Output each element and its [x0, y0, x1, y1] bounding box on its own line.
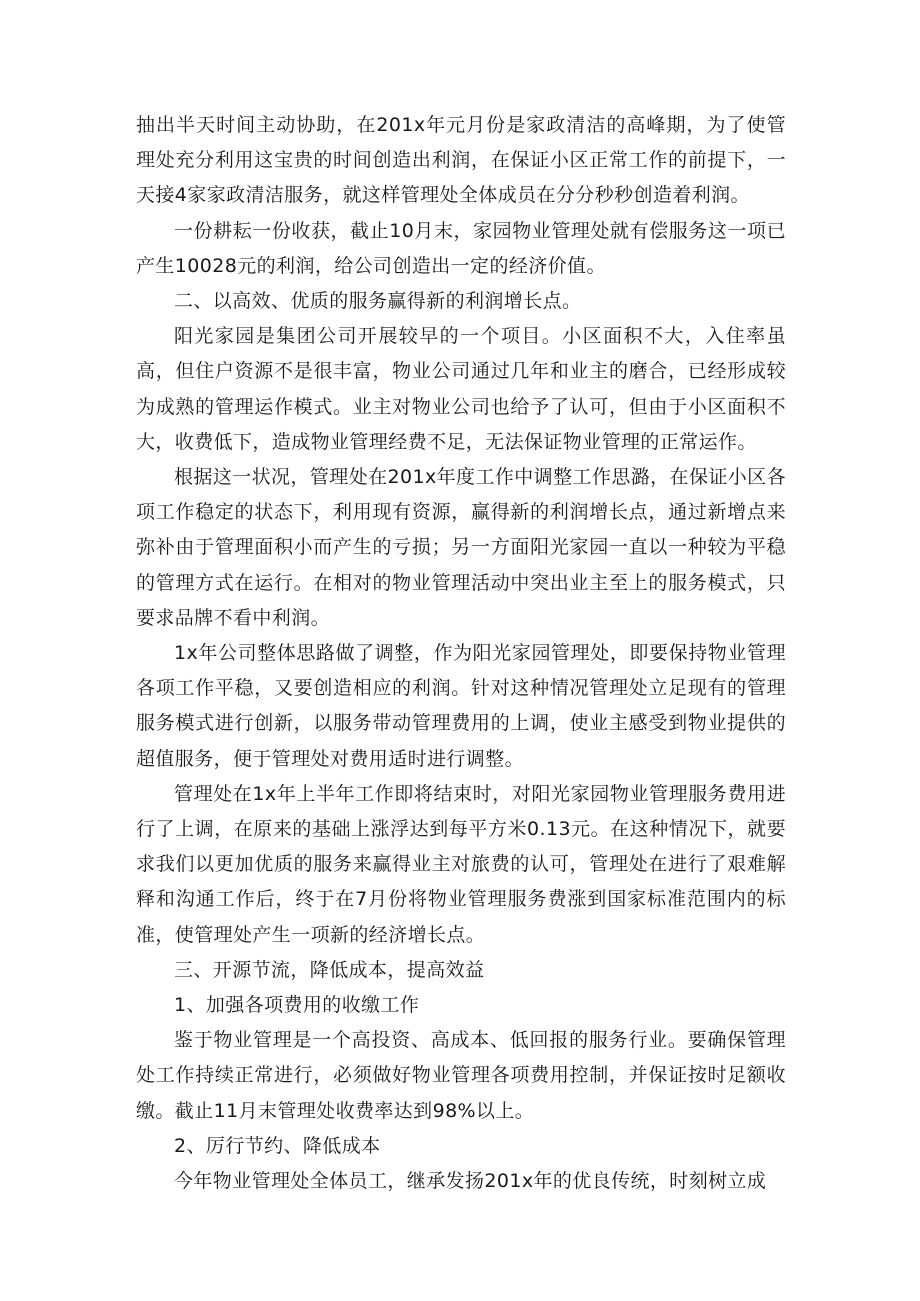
paragraph: 管理处在1x年上半年工作即将结束时，对阳光家园物业管理服务费用进行了上调，在原来的基础上涨浮达到每平方米0.13元。在这种情况下，就要求我们以更加优质的服务来赢得业主对旅费的认可，管理处在进行了艰难解释和沟通工作后，终于在7月份将物业管理服务费涨到国家标准范围内的标准，使管理处产生一项新的经济增长点。	[136, 782, 786, 946]
section-heading: 三、开源节流，降低成本，提高效益	[174, 958, 485, 981]
paragraph: 一份耕耘一份收获，截止10月末，家园物业管理处就有偿服务这一项已产生10028元的利润，给公司创造出一定的经济价值。	[136, 219, 786, 277]
subsection-heading: 1、加强各项费用的收缴工作	[174, 994, 420, 1017]
paragraph: 阳光家园是集团公司开展较早的一个项目。小区面积不大，入住率虽高，但住户资源不是很丰富，物业公司通过几年和业主的磨合，已经形成较为成熟的管理运作模式。业主对物业公司也给予了认可，但由于小区面积不大，收费低下，造成物业管理经费不足，无法保证物业管理的正常运作。	[136, 325, 786, 453]
paragraph: 根据这一状况，管理处在201x年度工作中调整工作思潞，在保证小区各项工作稳定的状态下，利用现有资源，赢得新的利润增长点，通过新增点来弥补由于管理面积小而产生的亏损；另一方面阳光家园一直以一种较为平稳的管理方式在运行。在相对的物业管理活动中突出业主至上的服务模式，只要求品牌不看中利润。	[136, 466, 786, 629]
subsection-heading: 2、厉行节约、降低成本	[174, 1134, 381, 1157]
section-heading: 二、以高效、优质的服务赢得新的利润增长点。	[174, 290, 582, 313]
paragraph: 1x年公司整体思路做了调整，作为阳光家园管理处，即要保持物业管理各项工作平稳，又要创造相应的利润。针对这种情况管理处立足现有的管理服务模式进行创新，以服务带动管理费用的上调，使业主感受到物业提供的超值服务，便于管理处对费用适时进行调整。	[136, 642, 786, 770]
paragraph: 鉴于物业管理是一个高投资、高成本、低回报的服务行业。要确保管理处工作持续正常进行，必须做好物业管理各项费用控制，并保证按时足额收缴。截止11月末管理处收费率达到98%以上。	[136, 1029, 786, 1122]
paragraph: 抽出半天时间主动协助，在201x年元月份是家政清洁的高峰期，为了使管理处充分利用这宝贵的时间创造出利润，在保证小区正常工作的前提下，一天接4家家政清洁服务，就这样管理处全体成员在分分秒秒创造着利润。	[136, 114, 786, 207]
paragraph: 今年物业管理处全体员工，继承发扬201x年的优良传统，时刻树立成	[174, 1170, 767, 1193]
document-body	[136, 108, 786, 1199]
